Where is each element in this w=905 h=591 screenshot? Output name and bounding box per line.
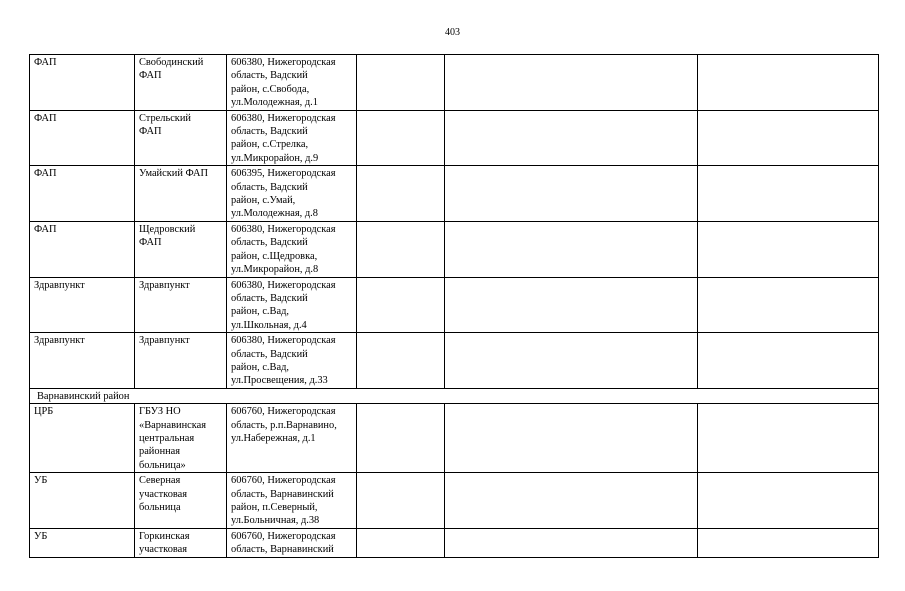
empty-cell [445, 528, 698, 557]
empty-cell [445, 473, 698, 529]
facility-type-cell: Здравпункт [30, 333, 135, 389]
facilities-table [29, 54, 879, 558]
empty-cell [698, 473, 879, 529]
empty-cell [445, 166, 698, 222]
empty-cell [445, 221, 698, 277]
empty-cell [357, 166, 445, 222]
facility-name-cell: Здравпункт [135, 277, 227, 333]
empty-cell [445, 55, 698, 111]
facility-type-cell: ФАП [30, 166, 135, 222]
facility-type-cell: ФАП [30, 55, 135, 111]
empty-cell [445, 110, 698, 166]
empty-cell [445, 277, 698, 333]
table-row [30, 221, 879, 277]
facility-address-cell: 606380, Нижегородская область, Вадский район, с.Вад, ул.Просвещения, д.33 [227, 333, 357, 389]
empty-cell [357, 473, 445, 529]
facility-address-cell: 606380, Нижегородская область, Вадский район, с.Щедровка, ул.Микрорайон, д.8 [227, 221, 357, 277]
empty-cell [357, 221, 445, 277]
empty-cell [357, 110, 445, 166]
empty-cell [357, 404, 445, 473]
facility-name-cell: Северная участковая больница [135, 473, 227, 529]
facility-address-cell: 606760, Нижегородская область, р.п.Варнавино, ул.Набережная, д.1 [227, 404, 357, 473]
page-number: 403 [445, 27, 460, 38]
table-row [30, 277, 879, 333]
facility-name-cell: Умайский ФАП [135, 166, 227, 222]
facility-type-cell: ЦРБ [30, 404, 135, 473]
empty-cell [357, 277, 445, 333]
facility-address-cell: 606395, Нижегородская область, Вадский район, с.Умай, ул.Молодежная, д.8 [227, 166, 357, 222]
facility-name-cell: Горкинская участковая [135, 528, 227, 557]
empty-cell [357, 528, 445, 557]
table-row [30, 528, 879, 557]
empty-cell [698, 528, 879, 557]
facility-name-cell: ГБУЗ НО «Варнавинская центральная районная больница» [135, 404, 227, 473]
empty-cell [698, 221, 879, 277]
empty-cell [698, 55, 879, 111]
facility-name-cell: Щедровский ФАП [135, 221, 227, 277]
empty-cell [698, 404, 879, 473]
facility-address-cell: 606760, Нижегородская область, Варнавинский район, п.Северный, ул.Больничная, д.38 [227, 473, 357, 529]
district-heading: Варнавинский район [30, 388, 879, 403]
empty-cell [357, 333, 445, 389]
facility-address-cell: 606380, Нижегородская область, Вадский район, с.Вад, ул.Школьная, д.4 [227, 277, 357, 333]
table-row [30, 333, 879, 389]
table-row [30, 166, 879, 222]
facility-address-cell: 606380, Нижегородская область, Вадский район, с.Стрелка, ул.Микрорайон, д.9 [227, 110, 357, 166]
empty-cell [698, 333, 879, 389]
empty-cell [698, 166, 879, 222]
facility-name-cell: Здравпункт [135, 333, 227, 389]
section-header-row [30, 388, 879, 403]
empty-cell [445, 333, 698, 389]
facility-type-cell: УБ [30, 528, 135, 557]
facility-name-cell: Стрельский ФАП [135, 110, 227, 166]
table-row [30, 473, 879, 529]
table-row [30, 404, 879, 473]
facility-name-cell: Свободинский ФАП [135, 55, 227, 111]
table-row [30, 110, 879, 166]
empty-cell [445, 404, 698, 473]
facility-type-cell: ФАП [30, 221, 135, 277]
facility-type-cell: Здравпункт [30, 277, 135, 333]
table-row [30, 55, 879, 111]
empty-cell [698, 110, 879, 166]
facility-type-cell: УБ [30, 473, 135, 529]
empty-cell [698, 277, 879, 333]
facility-address-cell: 606380, Нижегородская область, Вадский район, с.Свобода, ул.Молодежная, д.1 [227, 55, 357, 111]
facility-address-cell: 606760, Нижегородская область, Варнавинский [227, 528, 357, 557]
facility-type-cell: ФАП [30, 110, 135, 166]
empty-cell [357, 55, 445, 111]
